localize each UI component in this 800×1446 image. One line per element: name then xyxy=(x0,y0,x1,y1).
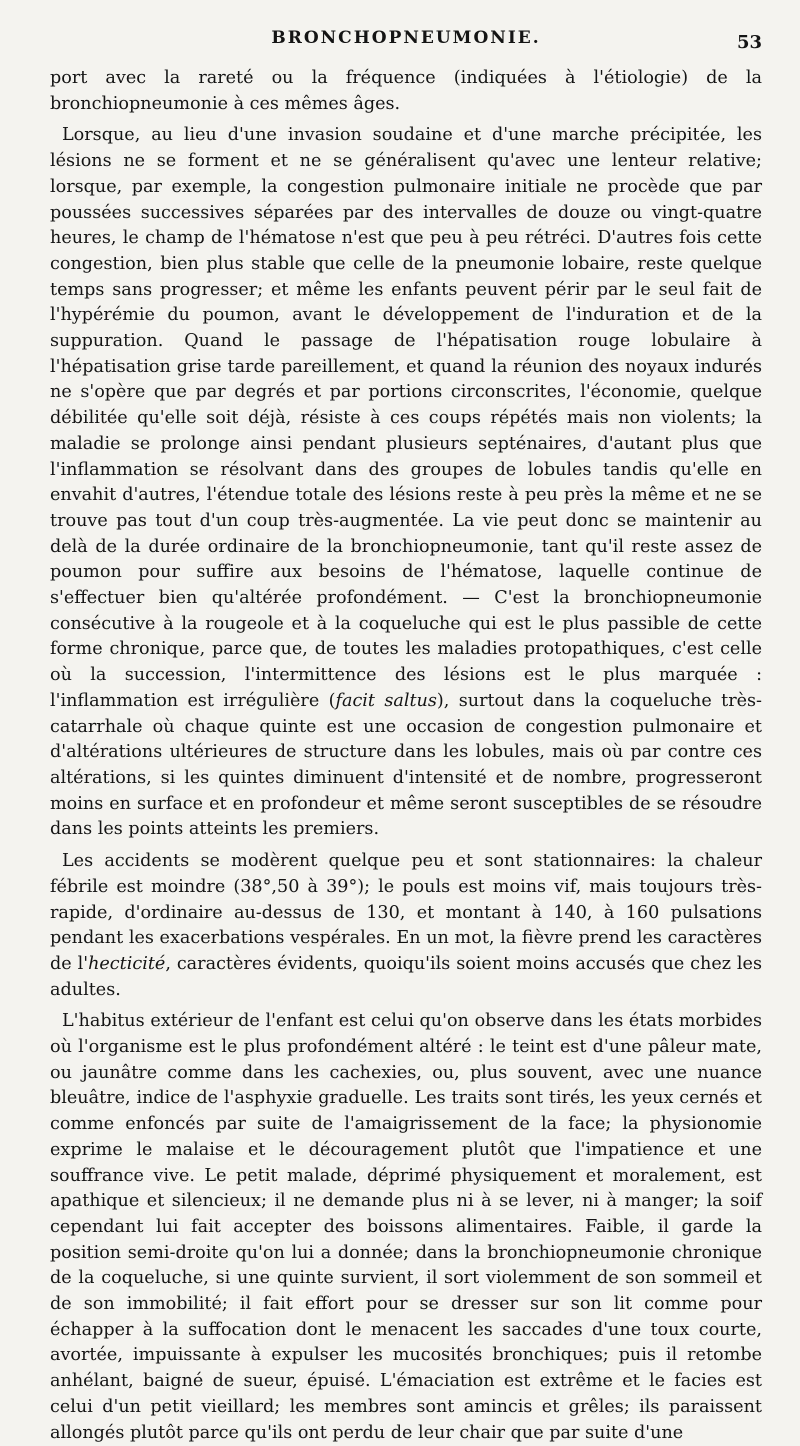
body-text xyxy=(50,66,762,1446)
paragraph-3-text-b: , caractères évidents, quoiqu'ils soient moins accusés que chez les adultes. xyxy=(50,953,762,1000)
paragraph-3-italic: hecticité xyxy=(88,953,166,974)
paragraph-4 xyxy=(50,1009,762,1446)
running-title: BRONCHOPNEUMONIE. xyxy=(271,28,541,48)
paragraph-2-italic: facit saltus xyxy=(335,690,437,711)
paragraph-4-text: L'habitus extérieur de l'enfant est celui qu'on observe dans les états morbides où l'organisme est le plus profondément altéré : le teint est d'une pâleur mate, ou jaunâtre comme dans les cachexies, ou, plus souvent, avec une nuance bleuâtre, indice de l'asphyxie graduelle. Les traits sont tirés, les yeux cernés et comme enfoncés par suite de l'amaigrissement de la face; la physionomie exprime le malaise et le découragement plutôt que l'impatience et une souffrance vive. Le petit malade, déprimé physiquement et moralement, est apathique et silencieux; il ne demande plus ni à se lever, ni à manger; la soif cependant lui fait accepter des boissons alimentaires. Faible, il garde la position semi-droite qu'on lui a donnée; dans la bronchiopneumonie chronique de la coqueluche, si une quinte survient, il sort violemment de son sommeil et de son immobilité; il fait effort pour se dresser sur son lit comme pour échapper à la suffocation dont le menacent les saccades d'une toux courte, avortée, impuissante à expulser les mucosités bronchiques; puis il retombe anhélant, baigné de sueur, épuisé. L'émaciation est extrême et le facies est celui d'un petit vieillard; les membres sont amincis et grêles; ils paraissent allongés plutôt parce qu'ils ont perdu de leur chair que par suite d'une xyxy=(50,1011,762,1443)
paragraph-2 xyxy=(50,123,762,843)
paragraph-3 xyxy=(50,849,762,1003)
paragraph-3-text-a: Les accidents se modèrent quelque peu et sont stationnaires: la chaleur fébrile est moindre (38°,50 à 39°); le pouls est moins vif, mais toujours très-rapide, d'ordinaire au-dessus de 130, et montant à 140, à 160 pulsations pendant les exacerbations vespérales. En un mot, la fièvre prend les caractères de l' xyxy=(50,851,762,974)
page-number: 53 xyxy=(736,32,762,53)
page-header xyxy=(50,26,762,66)
paragraph-1 xyxy=(50,66,762,117)
paragraph-1-text: port avec la rareté ou la fréquence (indiquées à l'étiologie) de la bronchiopneumonie à ces mêmes âges. xyxy=(50,68,762,114)
paragraph-2-text-b: ), surtout dans la coqueluche très-catarrhale où chaque quinte est une occasion de congestion pulmonaire et d'altérations ultérieures de structure dans les lobules, mais où par contre ces altérations, si les quintes diminuent d'intensité et de nombre, progresseront moins en surface et en profondeur et même seront susceptibles de se résoudre dans les points atteints les premiers. xyxy=(50,690,762,840)
paragraph-2-text-a: Lorsque, au lieu d'une invasion soudaine et d'une marche précipitée, les lésions ne se forment et ne se généralisent qu'avec une lenteur relative; lorsque, par exemple, la congestion pulmonaire initiale ne procède que par poussées successives séparées par des intervalles de douze ou vingt-quatre heures, le champ de l'hématose n'est que peu à peu rétréci. D'autres fois cette congestion, bien plus stable que celle de la pneumonie lobaire, reste quelque temps sans progresser; et même les enfants peuvent périr par le seul fait de l'hypérémie du poumon, avant le développement de l'induration et de la suppuration. Quand le passage de l'hépatisation rouge lobulaire à l'hépatisation grise tarde pareillement, et quand la réunion des noyaux indurés ne s'opère que par degrés et par portions circonscrites, l'économie, quelque débilitée qu'elle soit déjà, résiste à ces coups répétés mais non violents; la maladie se prolonge ainsi pendant plusieurs septénaires, d'autant plus que l'inflammation se résolvant dans des groupes de lobules tandis qu'elle en envahit d'autres, l'étendue totale des lésions reste à peu près la même et ne se trouve pas tout d'un coup très-augmentée. La vie peut donc se maintenir au delà de la durée ordinaire de la bronchiopneumonie, tant qu'il reste assez de poumon pour suffire aux besoins de l'hématose, laquelle continue de s'effectuer bien qu'altérée profondément. — C'est la bronchiopneumonie consécutive à la rougeole et à la coqueluche qui est le plus passible de cette forme chronique, parce que, de toutes les maladies protopathiques, c'est celle où la succession, l'intermittence des lésions est le plus marquée : l'inflammation est irrégulière ( xyxy=(50,125,762,711)
